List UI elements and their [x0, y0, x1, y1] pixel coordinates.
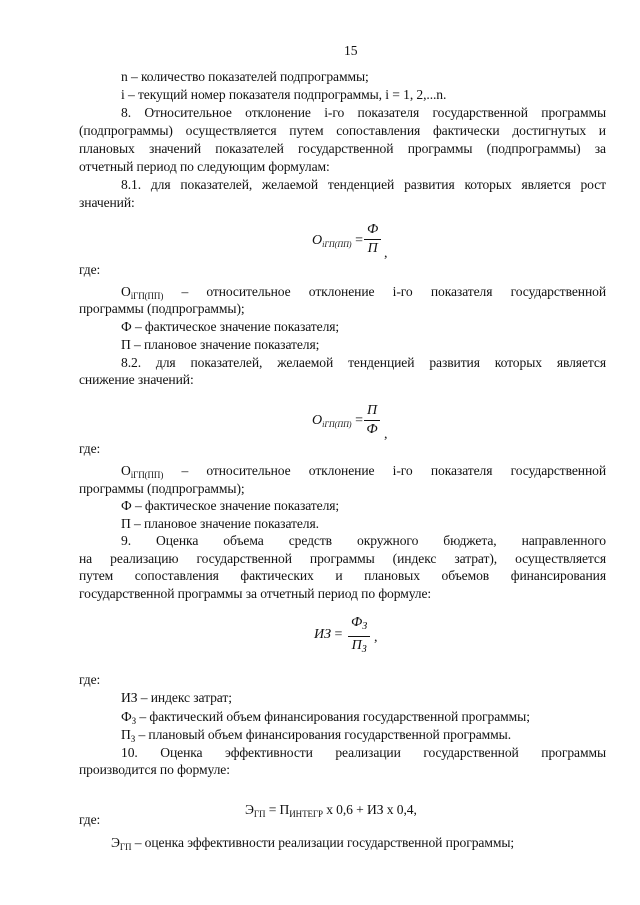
formula-eq: = — [355, 413, 363, 428]
paragraph-line: Ф – фактическое значение показателя; — [121, 498, 340, 513]
paragraph-line: n – количество показателей подпрограммы; — [121, 69, 369, 84]
formula-lhs-sub: iГП(ПП) — [322, 420, 352, 429]
paragraph-line: Ф – фактическое значение показателя; — [121, 319, 340, 334]
symbol-sub: З — [130, 734, 136, 744]
paragraph-line: снижение значений: — [79, 372, 194, 387]
paragraph-line: 8. Относительное отклонение i-го показателя государственной программы — [121, 105, 606, 120]
paragraph-line: 10. Оценка эффективности реализации государственной программы — [121, 745, 606, 760]
page-number: 15 — [344, 43, 358, 58]
formula-numerator: П — [364, 403, 380, 421]
formula-effectiveness — [245, 801, 417, 823]
formula-lhs-sub: ГП — [253, 809, 266, 819]
symbol-sub: iГП(ПП) — [130, 291, 164, 301]
symbol: Ф — [121, 709, 132, 724]
paragraph-line: П – плановое значение показателя. — [121, 516, 319, 531]
where-label: где: — [79, 812, 101, 827]
definition-text: – фактический объем финансирования государственной программы; — [136, 709, 530, 724]
paragraph-line: i – текущий номер показателя подпрограммы, i = 1, 2,...n. — [121, 87, 447, 102]
paragraph-line: путем сопоставления фактических и плановых объемов финансирования — [79, 568, 606, 583]
formula-eq: = П — [265, 802, 290, 817]
where-label: где: — [79, 441, 101, 456]
paragraph-line: производится по формуле: — [79, 762, 230, 777]
definition-text: – относительное отклонение i-го показателя государственной — [163, 284, 606, 299]
definition-text: – относительное отклонение i-го показателя государственной — [163, 463, 606, 478]
paragraph-line: отчетный период по следующим формулам: — [79, 159, 330, 174]
formula-tail: , — [374, 630, 378, 645]
denominator-sub: З — [361, 644, 367, 655]
formula-lhs: O — [312, 413, 323, 428]
symbol-sub: iГП(ПП) — [130, 470, 164, 480]
symbol: Э — [111, 835, 120, 850]
symbol: П — [121, 727, 131, 742]
formula-term-sub: ИНТЕГР — [289, 809, 323, 819]
definition-text: – оценка эффективности реализации государственной программы; — [131, 835, 515, 850]
paragraph-line: плановых значений показателей государственной программы (подпрограммы) за — [79, 141, 606, 156]
paragraph-line — [111, 834, 514, 856]
formula-tail: , — [384, 246, 388, 261]
formula-rest: x 0,6 + ИЗ x 0,4, — [322, 802, 417, 817]
formula-eq: = — [355, 233, 363, 248]
numerator-sub: З — [362, 621, 368, 632]
symbol: О — [121, 463, 131, 478]
formula-numerator: Ф — [364, 222, 381, 240]
symbol-sub: ГП — [119, 842, 132, 852]
formula-denominator — [352, 637, 367, 658]
where-label: где: — [79, 262, 101, 277]
paragraph-line: (подпрограммы) осуществляется путем сопоставления фактически достигнутых и — [79, 123, 606, 138]
symbol: О — [121, 284, 131, 299]
paragraph-line: программы (подпрограммы); — [79, 301, 245, 316]
formula-lhs: Э — [245, 802, 254, 817]
definition-text: – плановый объем финансирования государственной программы. — [135, 727, 511, 742]
paragraph-line: 9. Оценка объема средств окружного бюджета, направленного — [121, 533, 606, 548]
formula-lhs: O — [312, 233, 323, 248]
where-label: где: — [79, 672, 101, 687]
formula-tail: , — [384, 427, 388, 442]
paragraph-line: на реализацию государственной программы (индекс затрат), осуществляется — [79, 551, 606, 566]
formula-lhs-sub: iГП(ПП) — [322, 240, 352, 249]
numerator-symbol: Ф — [351, 615, 363, 630]
paragraph-line: П – плановое значение показателя; — [121, 337, 320, 352]
paragraph-line: программы (подпрограммы); — [79, 481, 245, 496]
paragraph-line: 8.2. для показателей, желаемой тенденцией развития которых является — [121, 355, 606, 370]
paragraph-line: государственной программы за отчетный период по формуле: — [79, 586, 432, 601]
formula-denominator: П — [367, 241, 378, 256]
formula-denominator: Ф — [366, 422, 378, 437]
paragraph-line: ИЗ – индекс затрат; — [121, 690, 232, 705]
formula-lhs: ИЗ — [314, 627, 332, 642]
paragraph-line: 8.1. для показателей, желаемой тенденцией развития которых является рост — [121, 177, 606, 192]
symbol-sub: З — [131, 716, 137, 726]
formula-numerator — [348, 615, 370, 637]
formula-eq: = — [334, 627, 343, 642]
paragraph-line: значений: — [79, 195, 135, 210]
denominator-symbol: П — [351, 638, 362, 653]
